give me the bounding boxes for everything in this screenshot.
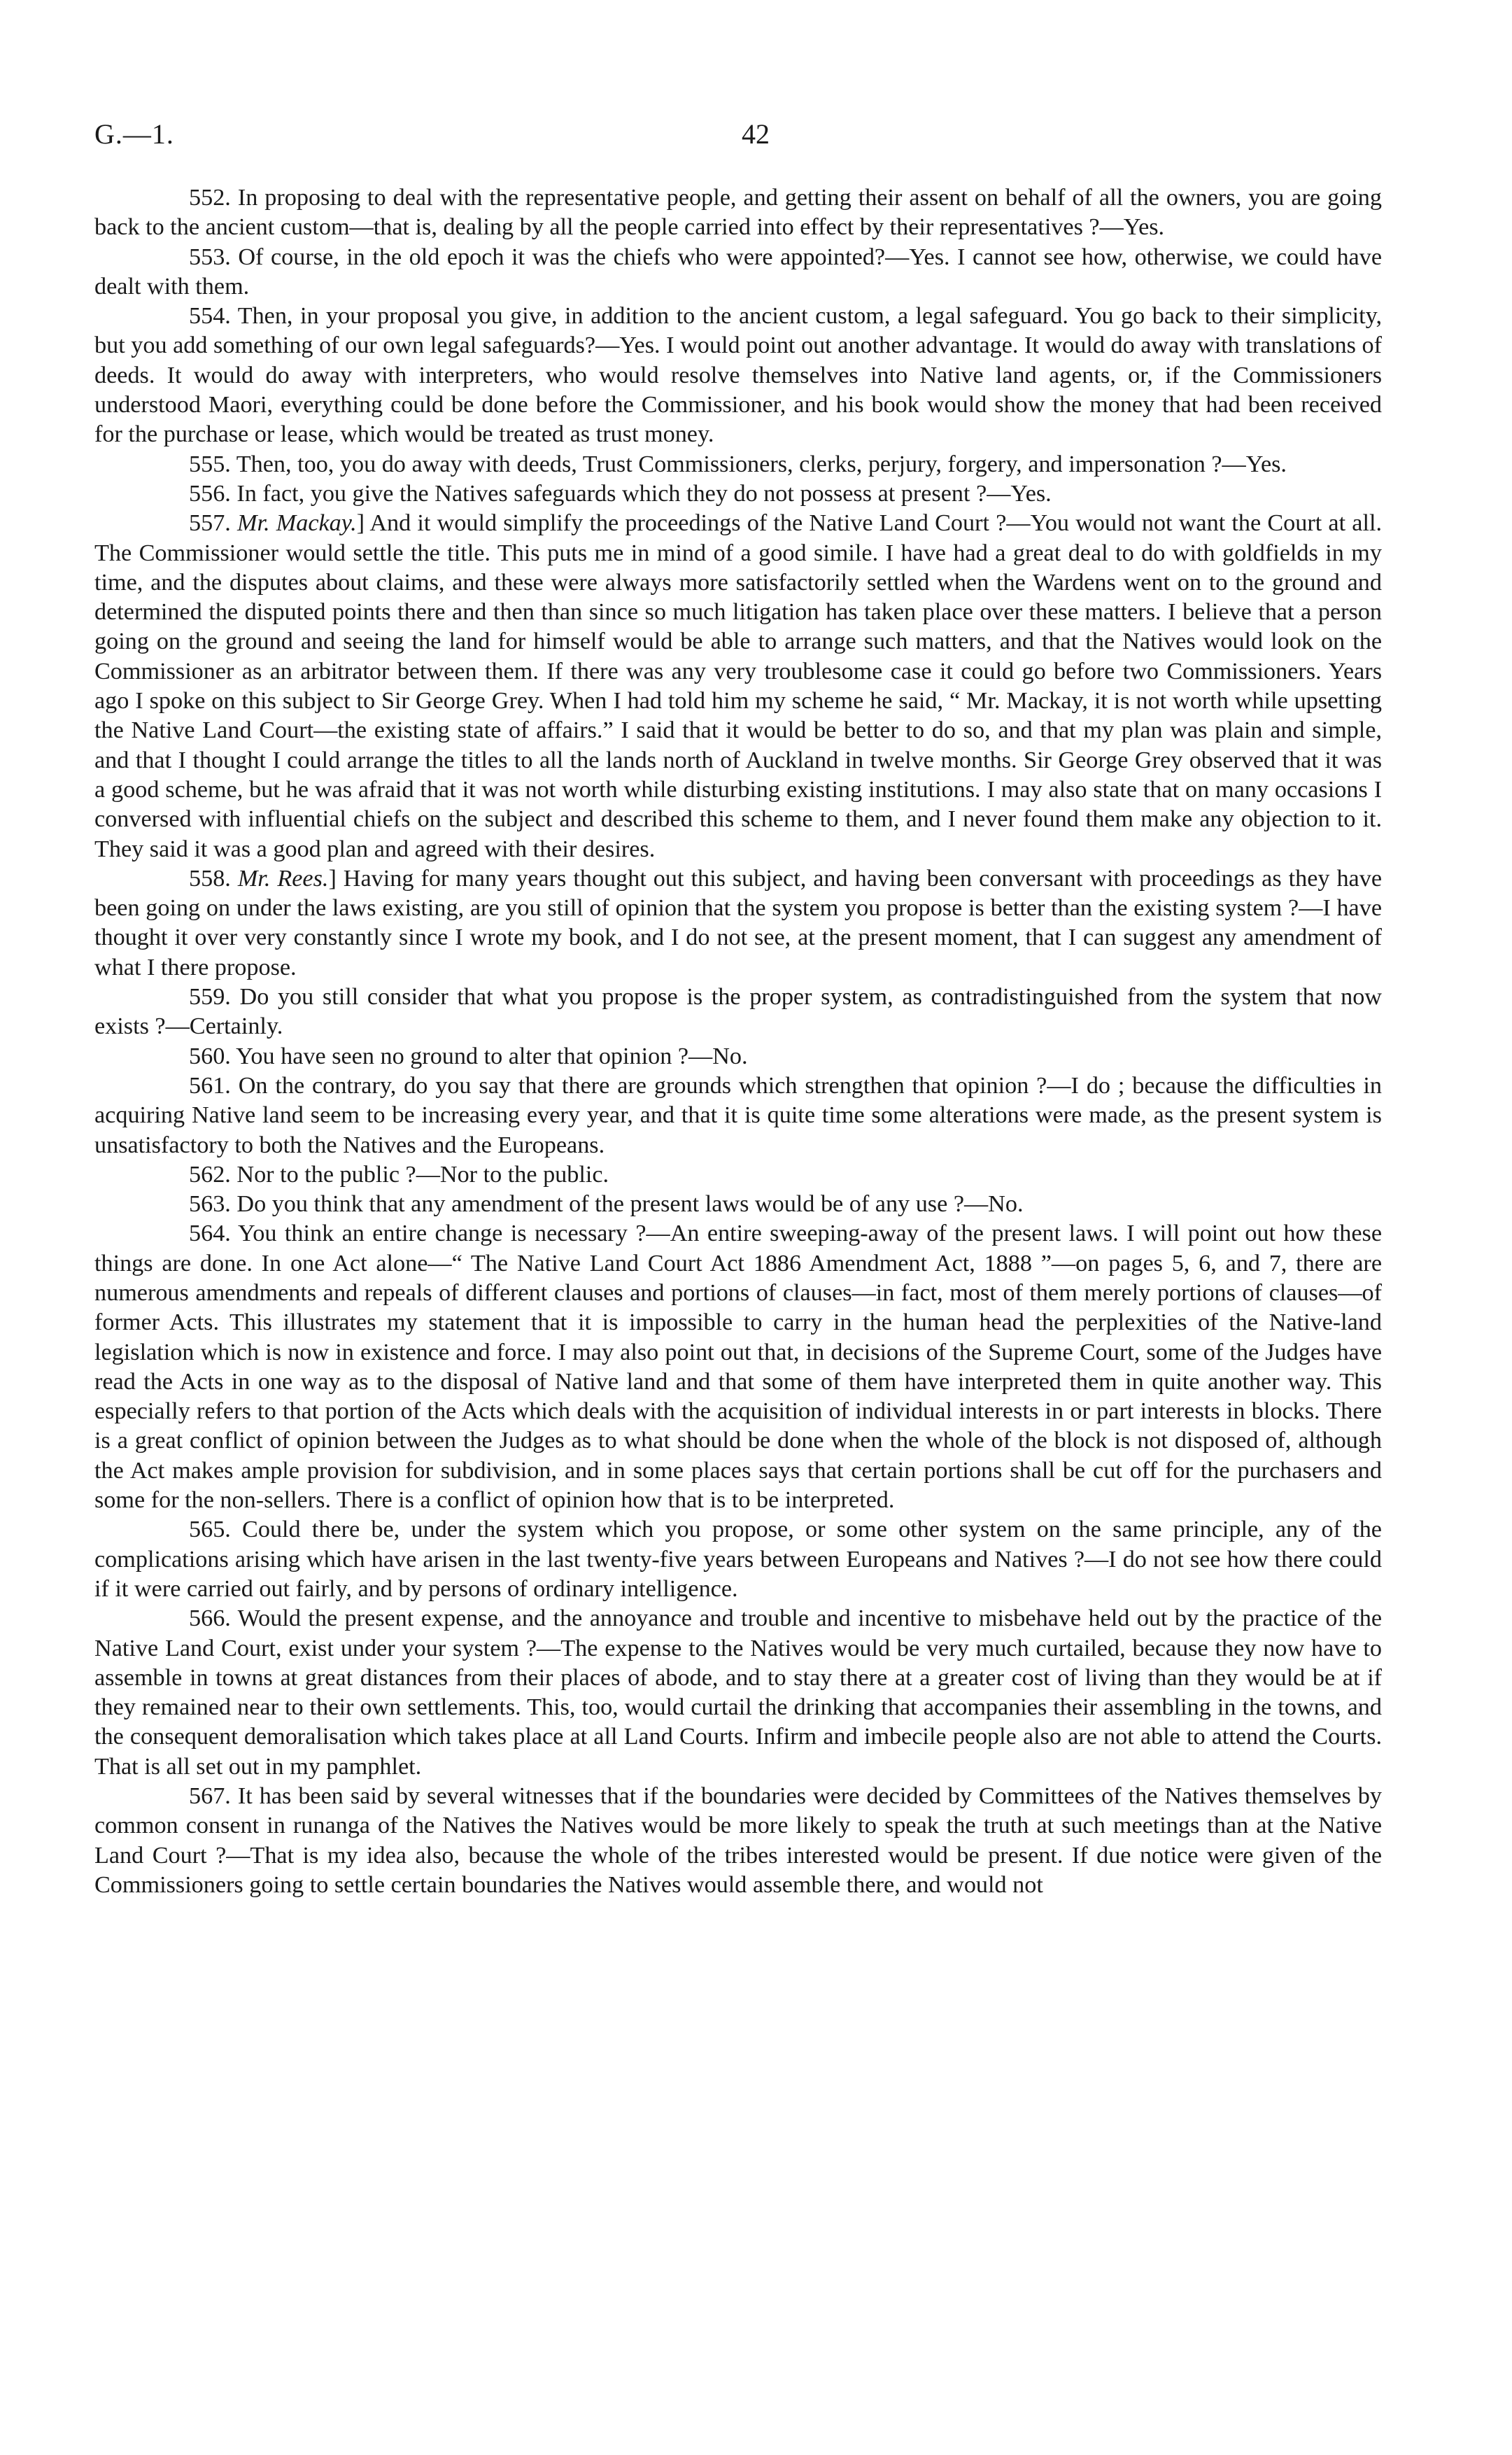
paragraph-563 (94, 1190, 1382, 1219)
paragraph-562 (94, 1160, 1382, 1190)
paragraph-text: 562. Nor to the public ?—Nor to the public. (189, 1161, 609, 1188)
paragraph-553 (94, 243, 1382, 302)
speaker-name: Mr. Rees. (237, 865, 329, 892)
paragraph-text: ] And it would simplify the proceedings of the Native Land Court ?—You would not want the Court at all. The Commissioner would settle the title. This puts me in mind of a good simile. I have had a great deal to do with goldfields in my time, and the disputes about claims, and these were always more satisfactorily settled when the Wardens went on to the ground and determined the disputed points there and then than since so much litigation has taken place over these matters. I believe that a person going on the ground and seeing the land for himself would be able to arrange such matters, and that the Natives would look on the Commissioner as an arbitrator between them. If there was any very troublesome case it could go before two Commissioners. Years ago I spoke on this subject to Sir George Grey. When I had told him my scheme he said, “ Mr. Mackay, it is not worth while upsetting the Native Land Court—the existing state of affairs.” I said that it would be better to do so, and that my plan was plain and simple, and that I thought I could arrange the titles to all the lands north of Auckland in twelve months. Sir George Grey observed that it was a good scheme, but he was afraid that it was not worth while disturbing existing institutions. I may also state that on many occasions I conversed with influential chiefs on the subject and described this scheme to them, and I never found them make any objection to it. They said it was a good plan and agreed with their desires. (94, 510, 1383, 862)
paragraph-566 (94, 1604, 1382, 1782)
paragraph-554 (94, 302, 1382, 449)
paragraph-text: 566. Would the present expense, and the annoyance and trouble and incentive to misbehave held out by the practice of the Native Land Court, exist under your system ?—The expense to the Natives would be very much curtailed, because they now have to assemble in towns at great distances from their places of abode, and to stay there at a greater cost of living than they would be at if they remained near to their own settlements. This, too, would curtail the drinking that accompanies their assembling in the towns, and the consequent demoralisation which takes place at all Land Courts. Infirm and imbecile people also are not able to attend the Courts. That is all set out in my pamphlet. (94, 1605, 1382, 1780)
paragraph-567 (94, 1782, 1382, 1900)
paragraph-text: 554. Then, in your proposal you give, in addition to the ancient custom, a legal safeguard. You go back to their simplicity, but you add something of our own legal safeguards?—Yes. I would point out another advantage. It would do away with translations of deeds. It would do away with interpreters, who would resolve themselves into Native land agents, or, if the Commissioners understood Maori, everything could be done before the Commissioner, and his book would show the money that had been received for the purchase or lease, which would be treated as trust money. (94, 303, 1382, 448)
paragraph-text: 567. It has been said by several witnesses that if the boundaries were decided by Committees of the Natives themselves by common consent in runanga of the Natives the Natives would be more likely to speak the truth at such meetings than at the Native Land Court ?—That is my idea also, because the whole of the tribes interested would be present. If due notice were given of the Commissioners going to settle certain boundaries the Natives would assemble there, and would not (94, 1783, 1382, 1898)
paragraph-text: 553. Of course, in the old epoch it was the chiefs who were appointed?—Yes. I cannot see how, otherwise, we could have dealt with them. (94, 244, 1382, 300)
paragraph-text: 563. Do you think that any amendment of the present laws would be of any use ?—No. (189, 1191, 1024, 1218)
paragraph-559 (94, 983, 1382, 1042)
paragraph-text: 555. Then, too, you do away with deeds, Trust Commissioners, clerks, perjury, forgery, and impersonation ?—Yes. (189, 451, 1287, 477)
speaker-name: Mr. Mackay. (237, 510, 357, 537)
document-body (94, 183, 1382, 1900)
document-reference: G.—1. (94, 118, 174, 150)
paragraph-557 (94, 509, 1382, 864)
paragraph-565 (94, 1515, 1382, 1604)
question-number: 557. (189, 510, 238, 537)
paragraph-text: 560. You have seen no ground to alter that opinion ?—No. (189, 1043, 748, 1069)
paragraph-556 (94, 479, 1382, 509)
paragraph-558 (94, 864, 1382, 983)
paragraph-564 (94, 1219, 1382, 1515)
paragraph-561 (94, 1071, 1382, 1160)
page-number: 42 (742, 118, 770, 150)
paragraph-552 (94, 183, 1382, 243)
question-number: 558. (189, 865, 238, 892)
paragraph-text: 564. You think an entire change is necessary ?—An entire sweeping-away of the present laws. I will point out how these things are done. In one Act alone—“ The Native Land Court Act 1886 Amendment Act, 1888 ”—on pages 5, 6, and 7, there are numerous amendments and repeals of different clauses and portions of clauses—in fact, most of them merely portions of clauses—of former Acts. This illustrates my statement that it is impossible to carry in the human head the perplexities of the Native-land legislation which is now in existence and force. I may also point out that, in decisions of the Supreme Court, some of the Judges have read the Acts in one way as to the disposal of Native land and that some of them have interpreted them in quite another way. This especially refers to that portion of the Acts which deals with the acquisition of individual interests in or part interests in blocks. There is a great conflict of opinion between the Judges as to what should be done when the whole of the block is not disposed of, although the Act makes ample provision for subdivision, and in some places says that certain portions shall be cut off for the purchasers and some for the non-sellers. There is a conflict of opinion how that is to be interpreted. (94, 1221, 1382, 1514)
paragraph-560 (94, 1042, 1382, 1071)
paragraph-text: 556. In fact, you give the Natives safeguards which they do not possess at present ?—Yes. (189, 480, 1052, 507)
paragraph-555 (94, 450, 1382, 479)
paragraph-text: 552. In proposing to deal with the representative people, and getting their assent on behalf of all the owners, you are going back to the ancient custom—that is, dealing by all the people carried into effect by their representatives ?—Yes. (94, 185, 1382, 241)
paragraph-text: 559. Do you still consider that what you propose is the proper system, as contradistinguished from the system that now exists ?—Certainly. (94, 984, 1382, 1040)
paragraph-text: ] Having for many years thought out this subject, and having been conversant with proceedings as they have been going on under the laws existing, are you still of opinion that the system you propose is better than the existing system ?—I have thought it over very constantly since I wrote my book, and I do not see, at the present moment, that I can suggest any amendment of what I there propose. (94, 865, 1382, 980)
paragraph-text: 561. On the contrary, do you say that there are grounds which strengthen that opinion ?—I do ; because the difficulties in acquiring Native land seem to be increasing every year, and that it is quite time some alterations were made, as the present system is unsatisfactory to both the Natives and the Europeans. (94, 1072, 1382, 1158)
paragraph-text: 565. Could there be, under the system which you propose, or some other system on the same principle, any of the complications arising which have arisen in the last twenty-five years between Europeans and Natives ?—I do not see how there could if it were carried out fairly, and by persons of ordinary intelligence. (94, 1517, 1382, 1602)
